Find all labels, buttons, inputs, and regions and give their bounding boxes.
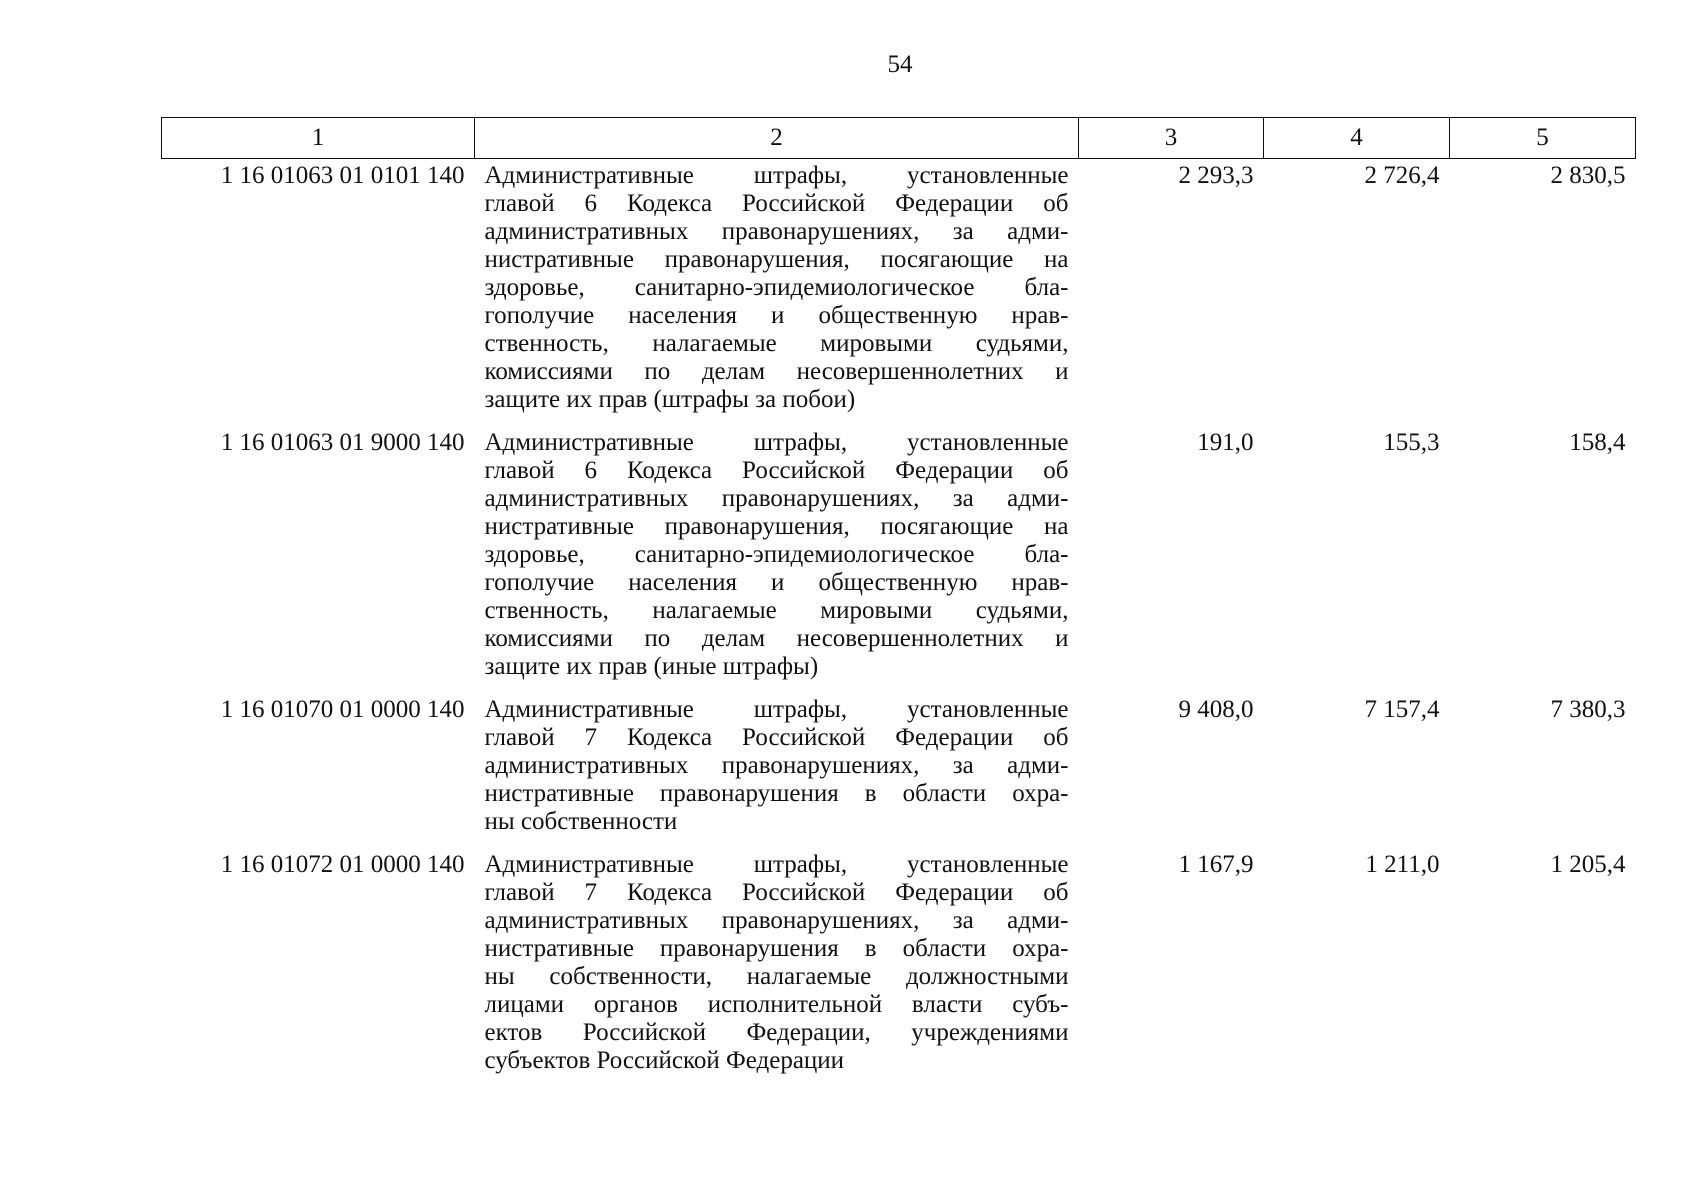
description-line: Административные штрафы, установленные <box>484 429 1069 456</box>
description-line: административных правонарушениях, за адми- <box>484 907 1069 934</box>
value-col-4: 2 726,4 <box>1364 162 1440 189</box>
value-col-3: 191,0 <box>1197 429 1254 456</box>
value-col-5: 1 205,4 <box>1550 851 1626 878</box>
table-header <box>162 118 1636 159</box>
description-line: Административные штрафы, установленные <box>484 851 1069 878</box>
description-line: субъектов Российской Федерации <box>484 1047 845 1074</box>
description-line: защите их прав (иные штрафы) <box>484 653 819 680</box>
revenue-code: 1 16 01070 01 0000 140 <box>220 696 465 723</box>
header-col-2: 2 <box>475 118 1079 159</box>
description-line: лицами органов исполнительной власти субъ- <box>484 991 1069 1018</box>
revenue-description <box>475 159 1079 426</box>
description-line: ектов Российской Федерации, учреждениями <box>484 1019 1069 1046</box>
description-line: гополучие населения и общественную нрав- <box>484 569 1069 596</box>
description-line: комиссиями по делам несовершеннолетних и <box>484 625 1069 652</box>
description-line: нистративные правонарушения в области охра- <box>484 935 1069 962</box>
description-line: главой 7 Кодекса Российской Федерации об <box>484 724 1069 751</box>
table-body <box>162 159 1636 1087</box>
header-col-1: 1 <box>162 118 475 159</box>
value-col-5: 7 380,3 <box>1550 696 1626 723</box>
description-line: нистративные правонарушения в области охра- <box>484 780 1069 807</box>
value-col-5: 2 830,5 <box>1550 162 1626 189</box>
description-line: административных правонарушениях, за адми- <box>484 485 1069 512</box>
value-col-3: 2 293,3 <box>1178 162 1254 189</box>
description-line: административных правонарушениях, за адми- <box>484 218 1069 245</box>
revenue-description <box>475 692 1079 847</box>
value-col-4: 7 157,4 <box>1364 696 1440 723</box>
description-line: гополучие населения и общественную нрав- <box>484 302 1069 329</box>
table-row <box>162 847 1636 1086</box>
description-line: Административные штрафы, установленные <box>484 696 1069 723</box>
value-col-3: 9 408,0 <box>1178 696 1254 723</box>
description-line: ственность, налагаемые мировыми судьями, <box>484 330 1069 357</box>
description-line: защите их прав (штрафы за побои) <box>484 386 856 413</box>
description-line: ственность, налагаемые мировыми судьями, <box>484 597 1069 624</box>
value-col-3: 1 167,9 <box>1178 851 1254 878</box>
revenue-code: 1 16 01072 01 0000 140 <box>220 851 465 878</box>
page-number: 54 <box>887 51 913 78</box>
revenue-code: 1 16 01063 01 9000 140 <box>220 429 465 456</box>
description-line: здоровье, санитарно-эпидемиологическое бла- <box>484 274 1069 301</box>
description-line: ны собственности <box>484 808 678 835</box>
revenue-code: 1 16 01063 01 0101 140 <box>220 162 465 189</box>
description-line: нистративные правонарушения, посягающие на <box>484 513 1069 540</box>
budget-table <box>161 117 1636 1086</box>
header-col-3: 3 <box>1079 118 1264 159</box>
description-line: главой 6 Кодекса Российской Федерации об <box>484 457 1069 484</box>
table-row <box>162 425 1636 692</box>
revenue-description <box>475 847 1079 1086</box>
header-col-5: 5 <box>1450 118 1636 159</box>
description-line: здоровье, санитарно-эпидемиологическое бла- <box>484 541 1069 568</box>
description-line: Административные штрафы, установленные <box>484 162 1069 189</box>
header-row <box>162 118 1636 159</box>
description-line: главой 7 Кодекса Российской Федерации об <box>484 879 1069 906</box>
revenue-description <box>475 425 1079 692</box>
value-col-4: 1 211,0 <box>1365 851 1440 878</box>
header-col-4: 4 <box>1264 118 1450 159</box>
description-line: нистративные правонарушения, посягающие на <box>484 246 1069 273</box>
description-line: административных правонарушениях, за адми- <box>484 752 1069 779</box>
description-line: главой 6 Кодекса Российской Федерации об <box>484 190 1069 217</box>
table-row <box>162 692 1636 847</box>
table-row <box>162 159 1636 426</box>
description-line: ны собственности, налагаемые должностными <box>484 963 1069 990</box>
description-line: комиссиями по делам несовершеннолетних и <box>484 358 1069 385</box>
value-col-4: 155,3 <box>1383 429 1440 456</box>
value-col-5: 158,4 <box>1569 429 1626 456</box>
